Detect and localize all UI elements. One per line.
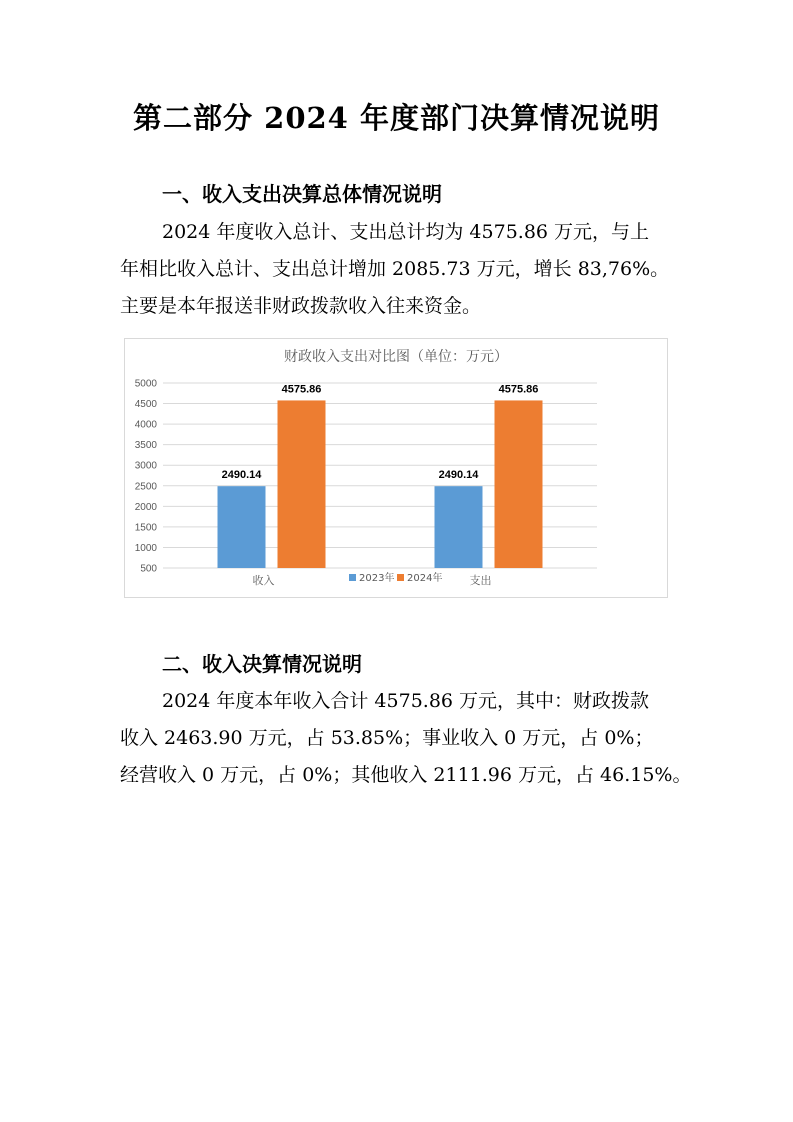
category-label: 收入 [252,574,275,587]
paragraph-line: 2024 年度收入总计、支出总计均为 4575.86 万元，与上 [162,221,650,243]
y-tick-label: 4500 [134,399,157,411]
bar-2024-income [278,400,326,568]
data-label: 4575.86 [498,383,539,396]
y-tick-label: 1000 [134,542,157,554]
y-tick-label: 3500 [134,440,157,452]
section-heading-1: 一、收入支出决算总体情况说明 [162,182,442,206]
data-label: 4575.86 [281,383,322,396]
y-tick-label: 1500 [134,522,157,534]
legend-swatch [349,574,356,581]
bar-2023-expense [435,486,483,568]
y-tick-label: 4000 [134,419,157,431]
section-2-paragraph [120,683,692,794]
data-label: 2490.14 [221,469,262,482]
y-tick-label: 2000 [134,501,157,513]
chart-title: 财政收入支出对比图（单位：万元） [284,349,508,365]
paragraph-line: 收入 2463.90 万元，占 53.85%；事业收入 0 万元，占 0%； [120,727,654,749]
legend-label: 2023年 [359,573,395,584]
paragraph-line: 2024 年度本年收入合计 4575.86 万元，其中：财政拨款 [162,690,650,712]
income-expense-chart [124,338,668,598]
section-heading-2: 二、收入决算情况说明 [162,652,362,676]
bar-2023-income [218,486,266,568]
section-1-paragraph [120,214,680,325]
legend-swatch [397,574,404,581]
bar-2024-expense [495,400,543,568]
bar-chart-svg [125,339,667,597]
y-tick-label: 3000 [134,460,157,472]
category-label: 支出 [469,574,492,587]
page-title: 第二部分 2024 年度部门决算情况说明 [133,101,660,135]
paragraph-line: 主要是本年报送非财政拨款收入往来资金。 [120,295,482,317]
y-tick-label: 5000 [134,378,157,390]
paragraph-line: 经营收入 0 万元，占 0%；其他收入 2111.96 万元，占 46.15%。 [120,764,692,786]
y-tick-label: 2500 [134,481,157,493]
legend-label: 2024年 [407,573,443,584]
y-tick-label: 500 [140,563,157,575]
paragraph-line: 年相比收入总计、支出总计增加 2085.73 万元，增长 83,76%。 [120,258,670,280]
data-label: 2490.14 [438,469,479,482]
